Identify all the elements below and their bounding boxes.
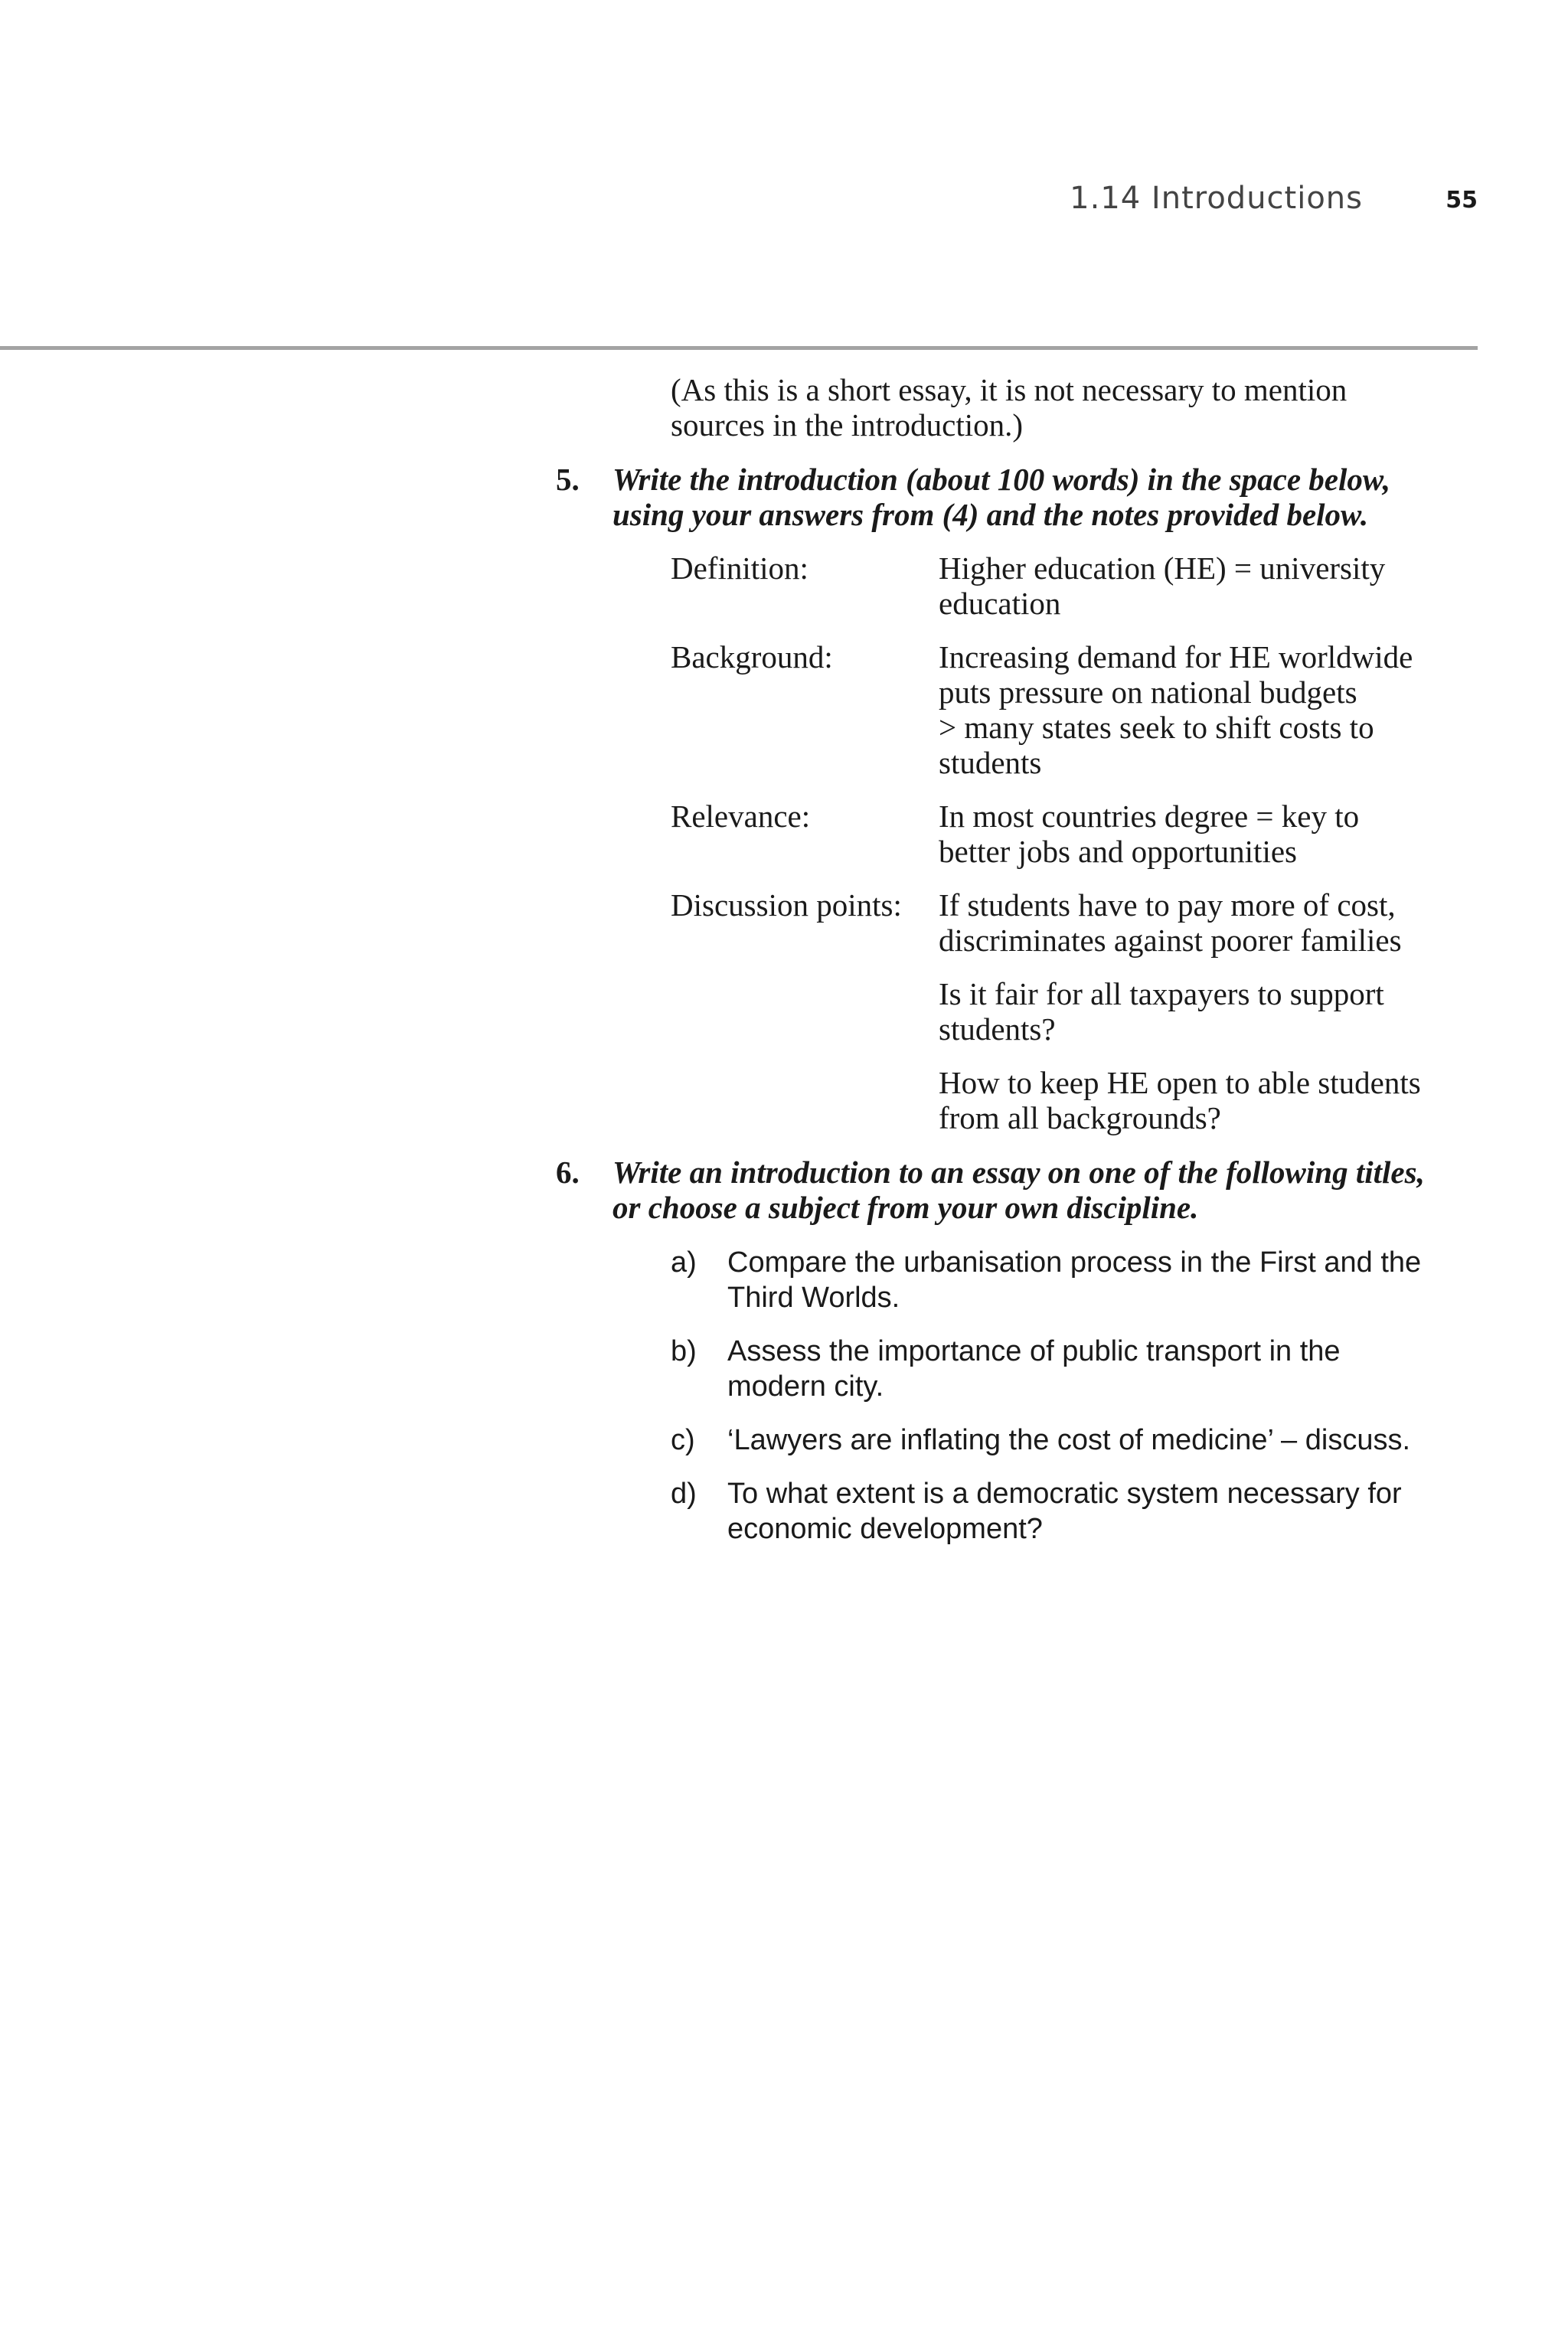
task-instruction-line: using your answers from (4) and the notes provided below. bbox=[612, 497, 1369, 532]
note-line: Is it fair for all taxpayers to support bbox=[939, 976, 1384, 1011]
note-line: In most countries degree = key to bbox=[939, 799, 1360, 834]
option-letter: b) bbox=[671, 1335, 697, 1367]
note-label: Background: bbox=[671, 639, 833, 675]
option-line: Assess the importance of public transport in the bbox=[727, 1335, 1341, 1367]
header-divider bbox=[0, 346, 1478, 350]
discussion-point bbox=[939, 976, 1490, 1047]
task-number: 6. bbox=[556, 1155, 580, 1190]
note-line: better jobs and opportunities bbox=[939, 834, 1297, 869]
option-c bbox=[671, 1423, 1478, 1458]
intro-note-line: sources in the introduction.) bbox=[671, 407, 1024, 443]
page-number: 55 bbox=[1446, 187, 1478, 214]
option-d bbox=[671, 1476, 1478, 1547]
option-line: To what extent is a democratic system necessary for bbox=[727, 1478, 1402, 1510]
option-a bbox=[671, 1245, 1478, 1315]
option-letter: a) bbox=[671, 1246, 697, 1279]
note-line: students bbox=[939, 745, 1042, 780]
note-label: Definition: bbox=[671, 550, 808, 586]
note-background bbox=[671, 639, 1478, 780]
note-content bbox=[939, 887, 1490, 1135]
option-text bbox=[727, 1245, 1493, 1315]
note-line: If students have to pay more of cost, bbox=[939, 887, 1396, 923]
task-instruction bbox=[612, 462, 1478, 532]
note-definition bbox=[671, 550, 1478, 621]
note-content bbox=[939, 799, 1490, 869]
note-line: Higher education (HE) = university bbox=[939, 550, 1386, 586]
option-line: ‘Lawyers are inflating the cost of medicine’ – discuss. bbox=[727, 1424, 1411, 1456]
note-discussion-points bbox=[671, 887, 1478, 1135]
task-instruction-line: Write the introduction (about 100 words) in the space below, bbox=[612, 462, 1390, 497]
task-instruction-line: or choose a subject from your own discipline. bbox=[612, 1190, 1199, 1225]
note-line: discriminates against poorer families bbox=[939, 923, 1402, 958]
essay-title-options bbox=[671, 1245, 1478, 1565]
note-line: How to keep HE open to able students bbox=[939, 1065, 1421, 1100]
note-relevance bbox=[671, 799, 1478, 869]
option-line: Compare the urbanisation process in the First and the bbox=[727, 1246, 1422, 1279]
note-label: Relevance: bbox=[671, 799, 811, 834]
note-content bbox=[939, 639, 1490, 780]
intro-note-line: (As this is a short essay, it is not necessary to mention bbox=[671, 372, 1348, 407]
option-letter: d) bbox=[671, 1478, 697, 1510]
note-line: education bbox=[939, 586, 1061, 621]
section-title: 1.14 Introductions bbox=[1070, 181, 1363, 216]
option-text bbox=[727, 1476, 1493, 1547]
notes-list bbox=[671, 550, 1478, 1135]
task-instruction-line: Write an introduction to an essay on one of the following titles, bbox=[612, 1155, 1425, 1190]
option-line: modern city. bbox=[727, 1370, 884, 1403]
note-line: from all backgrounds? bbox=[939, 1100, 1221, 1135]
option-line: Third Worlds. bbox=[727, 1282, 900, 1314]
discussion-point bbox=[939, 887, 1490, 958]
intro-note bbox=[671, 372, 1478, 443]
note-line: students? bbox=[939, 1011, 1056, 1047]
note-line: > many states seek to shift costs to bbox=[939, 710, 1374, 745]
option-text bbox=[727, 1423, 1493, 1458]
option-letter: c) bbox=[671, 1424, 695, 1456]
option-text bbox=[727, 1334, 1493, 1404]
option-b bbox=[671, 1334, 1478, 1404]
task-instruction bbox=[612, 1155, 1478, 1225]
note-line: Increasing demand for HE worldwide bbox=[939, 639, 1413, 675]
option-line: economic development? bbox=[727, 1513, 1043, 1545]
note-line: puts pressure on national budgets bbox=[939, 675, 1357, 710]
note-content bbox=[939, 550, 1490, 621]
running-head bbox=[0, 181, 1478, 227]
discussion-point bbox=[939, 1065, 1490, 1135]
note-label: Discussion points: bbox=[671, 887, 902, 923]
task-number: 5. bbox=[556, 462, 580, 497]
